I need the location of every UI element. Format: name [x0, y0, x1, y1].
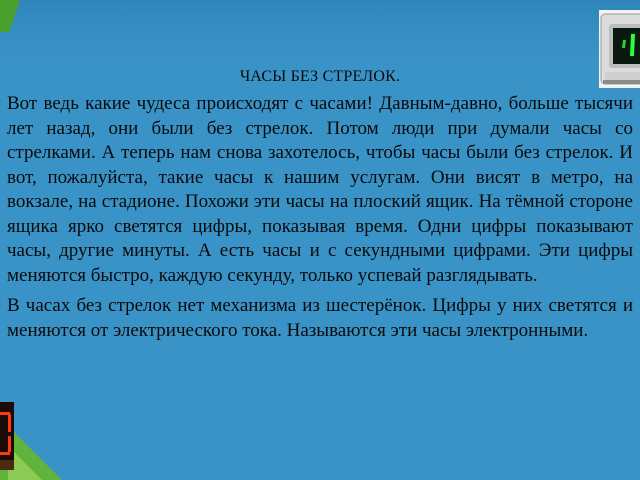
slide-content — [7, 68, 633, 349]
red-led-digit-photo — [0, 402, 14, 470]
slide-title: ЧАСЫ БЕЗ СТРЕЛОК. — [239, 68, 401, 85]
top-band — [0, 0, 640, 58]
paragraph-2: В часах без стрелок нет механизма из шестерёнок. Цифры у них светятся и меняются от электрического тока. Называются эти часы электронными. — [7, 295, 633, 341]
paragraph-1: Вот ведь какие чудеса происходят с часами! Давным-давно, больше тысячи лет назад, они были без стрелок. Потом люди при думали часы со стрелками. А теперь нам снова захотелось, чтобы часы были без стрелок. И вот, пожалуйста, такие часы к нашим услугам. Они висят в метро, на вокзале, на стадионе. Похожи эти часы на плоский ящик. На тёмной стороне ящика ярко светятся цифры, показывая время. Одни цифры показывают часы, другие минуты. А есть часы и с секундными цифрами. Эти цифры меняются быстро, каждую секунду, только успевай разглядывать. — [7, 93, 633, 286]
